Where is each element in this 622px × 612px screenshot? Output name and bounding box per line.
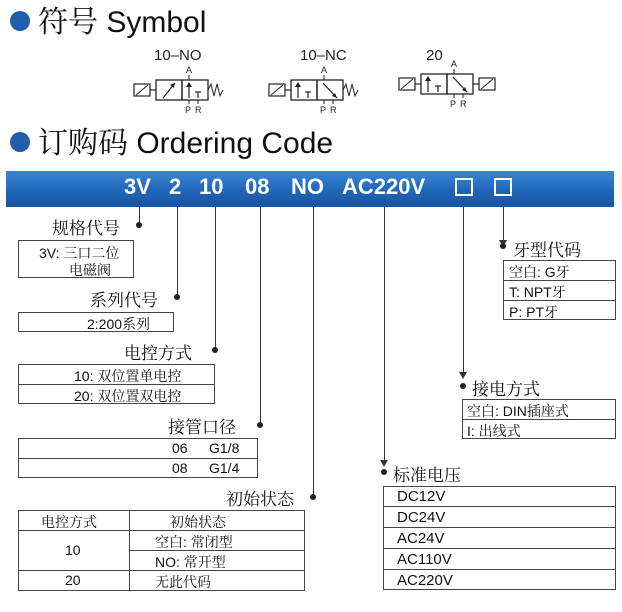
port-size-code-08: 08 — [172, 460, 188, 476]
connector-dot — [174, 294, 180, 300]
wiring-row-lead: I: 出线式 — [467, 423, 521, 439]
spec-code-title: 规格代号 — [52, 219, 120, 238]
spec-code-line2: 电磁阀 — [69, 262, 111, 278]
connector-dot — [257, 422, 263, 428]
connector-dot — [500, 243, 506, 249]
svg-text:A: A — [186, 66, 193, 75]
wiring-title: 接电方式 — [472, 380, 540, 399]
wiring-row-din: 空白: DIN插座式 — [467, 403, 569, 419]
port-size-title: 接管口径 — [168, 418, 236, 437]
connector-dot — [310, 494, 316, 500]
svg-text:P: P — [185, 105, 192, 115]
bullet-icon — [10, 132, 30, 152]
initial-state-row-no: NO: 常开型 — [155, 554, 226, 570]
code-part-08: 08 — [245, 174, 270, 199]
initial-state-title: 初始状态 — [226, 490, 294, 509]
control-mode-title: 电控方式 — [124, 344, 192, 363]
connector-dot — [381, 469, 387, 475]
connector-line — [384, 207, 385, 465]
code-part-voltage: AC220V — [342, 174, 426, 199]
valve-symbol-20-icon — [395, 60, 505, 110]
symbol-heading — [10, 6, 206, 40]
svg-text:P: P — [450, 99, 457, 109]
port-size-code-06: 06 — [172, 440, 188, 456]
svg-text:A: A — [321, 66, 328, 75]
connector-line — [215, 207, 216, 350]
initial-state-group-20: 20 — [65, 572, 81, 588]
code-part-2: 2 — [169, 174, 182, 199]
connector-dot — [460, 383, 466, 389]
voltage-row-dc24v: DC24V — [397, 509, 446, 526]
code-part-thread-placeholder — [494, 178, 512, 196]
row-divider — [383, 569, 616, 570]
series-code-title: 系列代号 — [90, 291, 158, 310]
voltage-row-ac110v: AC110V — [397, 551, 452, 568]
symbol-title: 符号 Symbol — [38, 6, 207, 39]
connector-line — [177, 207, 178, 297]
code-part-no: NO — [291, 174, 324, 199]
svg-text:P: P — [320, 105, 327, 115]
code-part-10: 10 — [199, 174, 224, 199]
voltage-row-dc12v: DC12V — [397, 488, 446, 505]
voltage-row-ac220v: AC220V — [397, 572, 453, 589]
symbol-label-10-nc: 10–NC — [300, 47, 347, 64]
row-divider — [383, 506, 616, 507]
valve-symbol-10-no-icon — [130, 66, 240, 116]
initial-state-header-state: 初始状态 — [170, 514, 226, 530]
bullet-icon — [10, 11, 30, 31]
thread-code-title: 牙型代码 — [513, 241, 581, 260]
initial-state-row-none: 无此代码 — [155, 574, 211, 590]
connector-dot — [136, 222, 142, 228]
row-divider — [383, 527, 616, 528]
connector-line — [313, 207, 314, 497]
row-divider — [383, 548, 616, 549]
ordering-heading — [10, 127, 333, 161]
col-divider — [129, 510, 130, 591]
svg-text:R: R — [460, 99, 467, 109]
svg-text:A: A — [451, 60, 458, 69]
code-part-3v: 3V — [124, 174, 151, 199]
connector-dot — [212, 347, 218, 353]
voltage-title: 标准电压 — [393, 466, 461, 485]
connector-line — [260, 207, 261, 425]
series-code-value: 2:200系列 — [87, 316, 151, 332]
row-divider — [18, 458, 258, 459]
spec-code-line1: 3V: 三口二位 — [39, 245, 120, 261]
arrow-down-icon — [380, 460, 388, 467]
initial-state-header-mode: 电控方式 — [41, 514, 97, 530]
thread-code-row-g: 空白: G牙 — [509, 264, 570, 280]
svg-text:R: R — [330, 105, 337, 115]
code-part-wiring-placeholder — [455, 178, 473, 196]
initial-state-group-10: 10 — [65, 542, 81, 558]
port-size-thread-g14: G1/4 — [209, 460, 240, 476]
valve-symbol-10-nc-icon — [265, 66, 375, 116]
control-mode-row-10: 10: 双位置单电控 — [74, 368, 182, 384]
connector-line — [463, 207, 464, 377]
svg-text:R: R — [195, 105, 202, 115]
symbol-label-20: 20 — [426, 47, 443, 64]
port-size-thread-g18: G1/8 — [209, 440, 240, 456]
ordering-title: 订购码 Ordering Code — [38, 127, 334, 160]
symbol-label-10-no: 10–NO — [154, 47, 202, 64]
thread-code-row-pt: P: PT牙 — [509, 304, 559, 320]
voltage-row-ac24v: AC24V — [397, 530, 445, 547]
control-mode-row-20: 20: 双位置双电控 — [74, 388, 182, 404]
arrow-down-icon — [459, 372, 467, 379]
initial-state-row-nc: 空白: 常闭型 — [155, 534, 233, 550]
thread-code-row-npt: T: NPT牙 — [509, 284, 566, 300]
